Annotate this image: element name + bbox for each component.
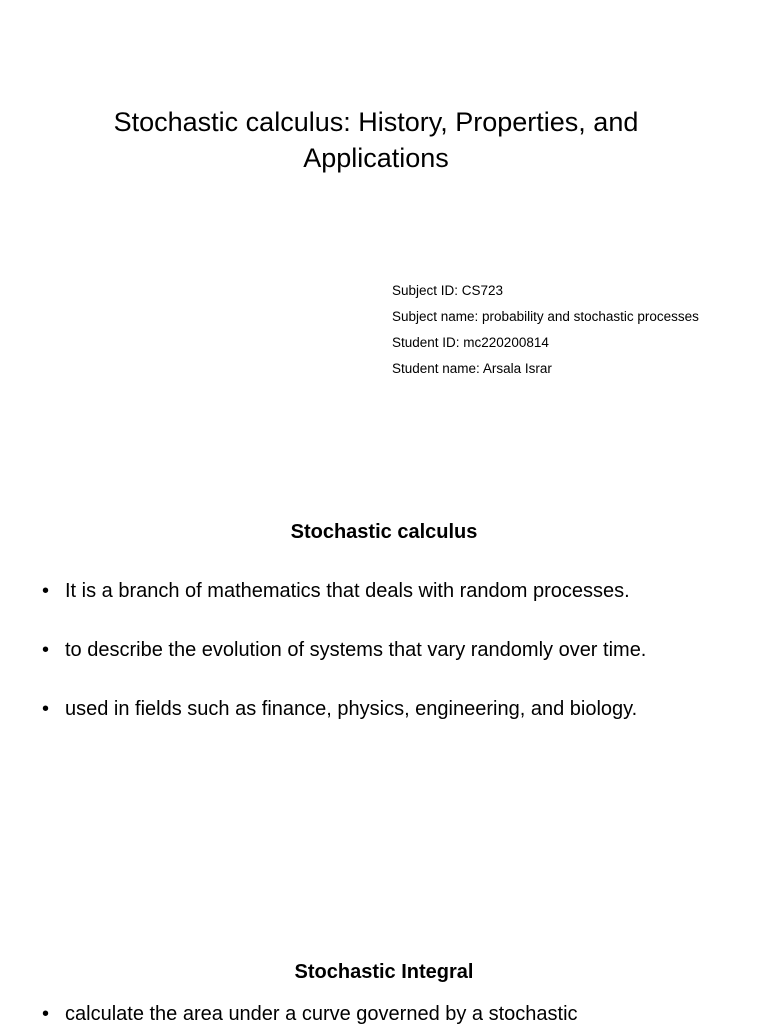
section-heading-stochastic-integral: Stochastic Integral	[294, 961, 474, 983]
document-title: Stochastic calculus: History, Properties, and Applications	[113, 107, 639, 173]
bullet-icon: •	[42, 639, 50, 661]
student-id: Student ID: mc220200814	[392, 335, 549, 350]
bullet-icon: •	[42, 698, 50, 720]
subject-id: Subject ID: CS723	[392, 283, 504, 298]
student-name: Student name: Arsala Israr	[392, 361, 552, 376]
bullet-item	[42, 578, 646, 637]
bullet-icon: •	[42, 1003, 50, 1024]
bullet-text: used in fields such as finance, physics, engineering, and biology.	[65, 698, 638, 720]
subject-name: Subject name: probability and stochastic processes	[392, 309, 699, 324]
bullet-text: calculate the area under a curve governed by a stochastic	[65, 1003, 578, 1024]
bullet-item	[42, 696, 646, 755]
bullet-item	[42, 1001, 578, 1024]
bullet-icon: •	[42, 580, 50, 602]
submission-info	[392, 281, 699, 385]
bullet-text: to describe the evolution of systems that vary randomly over time.	[65, 639, 647, 661]
bullet-item	[42, 637, 646, 696]
bullet-text: It is a branch of mathematics that deals with random processes.	[65, 580, 630, 602]
stochastic-calculus-bullets	[42, 578, 646, 755]
section-heading-stochastic-calculus: Stochastic calculus	[290, 521, 478, 543]
stochastic-integral-bullets	[42, 1001, 578, 1024]
